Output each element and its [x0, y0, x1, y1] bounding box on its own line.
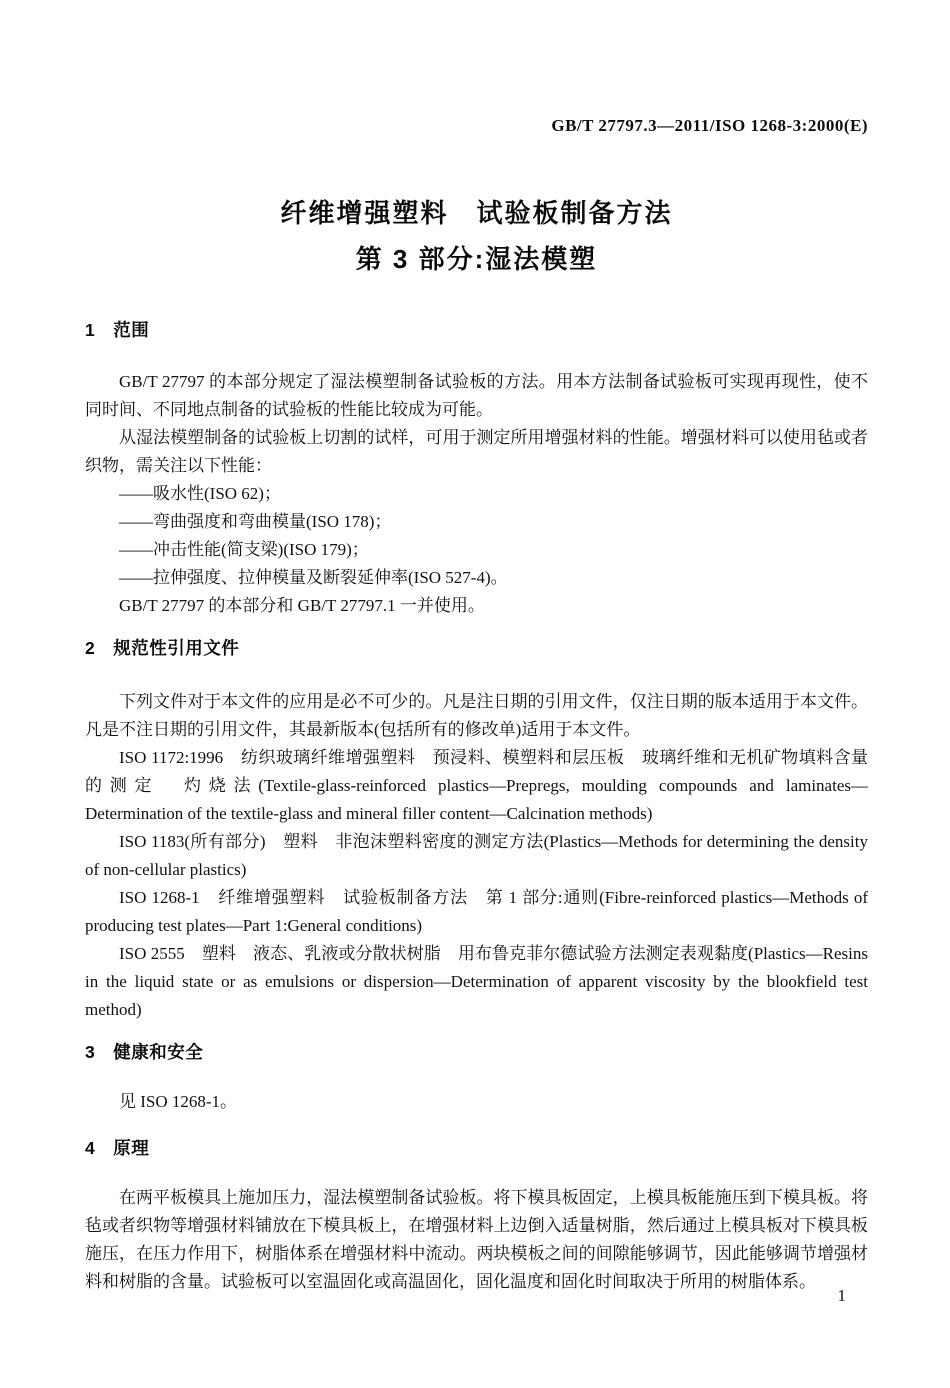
health-safety-paragraph: 见 ISO 1268-1。 — [119, 1092, 238, 1111]
title-line-2: 第 3 部分:湿法模塑 — [355, 244, 598, 274]
scope-list-item-3: ——冲击性能(简支梁)(ISO 179)； — [119, 540, 369, 559]
scope-list-item-4: ——拉伸强度、拉伸模量及断裂延伸率(ISO 527-4)。 — [119, 568, 508, 587]
scope-paragraph-1: GB/T 27797 的本部分规定了湿法模塑制备试验板的方法。用本方法制备试验板可实现再现性，使不同时间、不同地点制备的试验板的性能比较成为可能。 — [85, 372, 868, 419]
reference-entry-iso-2555: ISO 2555 塑料 液态、乳液或分散状树脂 用布鲁克菲尔德试验方法测定表观黏度(Plastics—Resins in the liquid state or as emulsions or dispersion—Determination of apparent viscosity by the blookfield test method) — [85, 944, 868, 1019]
section-2-references-heading: 2 规范性引用文件 — [85, 638, 240, 658]
scope-paragraph-3: GB/T 27797 的本部分和 GB/T 27797.1 一并使用。 — [119, 596, 485, 615]
principle-paragraph: 在两平板模具上施加压力，湿法模塑制备试验板。将下模具板固定，上模具板能施压到下模具板。将毡或者织物等增强材料铺放在下模具板上，在增强材料上边倒入适量树脂，然后通过上模具板对下模具板施压，在压力作用下，树脂体系在增强材料中流动。两块模板之间的间隙能够调节，因此能够调节增强材料和树脂的含量。试验板可以室温固化或高温固化，固化温度和固化时间取决于所用的树脂体系。 — [85, 1188, 868, 1291]
section-4-principle-heading: 4 原理 — [85, 1138, 150, 1158]
page-number: 1 — [837, 1286, 846, 1305]
standard-code-header: GB/T 27797.3—2011/ISO 1268-3:2000(E) — [551, 116, 868, 135]
section-1-scope-heading: 1 范围 — [85, 320, 150, 340]
reference-entry-iso-1268-1: ISO 1268-1 纤维增强塑料 试验板制备方法 第 1 部分:通则(Fibre-reinforced plastics—Methods of producing test plates—Part 1:General conditions) — [85, 888, 868, 935]
title-line-1: 纤维增强塑料 试验板制备方法 — [280, 198, 673, 228]
reference-entry-iso-1172: ISO 1172:1996 纺织玻璃纤维增强塑料 预浸料、模塑料和层压板 玻璃纤维和无机矿物填料含量的测定 灼烧法(Textile-glass-reinforced plastics—Prepregs, moulding compounds and laminates—Determination of the textile-glass and mineral filler content—Calcination methods) — [85, 748, 868, 823]
scope-list-item-1: ——吸水性(ISO 62)； — [119, 484, 281, 503]
references-intro-paragraph: 下列文件对于本文件的应用是必不可少的。凡是注日期的引用文件，仅注日期的版本适用于本文件。凡是不注日期的引用文件，其最新版本(包括所有的修改单)适用于本文件。 — [85, 692, 868, 739]
reference-entry-iso-1183: ISO 1183(所有部分) 塑料 非泡沫塑料密度的测定方法(Plastics—Methods for determining the density of non-cellular plastics) — [85, 832, 868, 879]
document-title — [85, 190, 868, 282]
scope-list-item-2: ——弯曲强度和弯曲模量(ISO 178)； — [119, 512, 392, 531]
scope-paragraph-2: 从湿法模塑制备的试验板上切割的试样，可用于测定所用增强材料的性能。增强材料可以使用毡或者织物，需关注以下性能： — [85, 428, 868, 475]
section-3-health-safety-heading: 3 健康和安全 — [85, 1042, 204, 1062]
page-content — [85, 0, 868, 1296]
